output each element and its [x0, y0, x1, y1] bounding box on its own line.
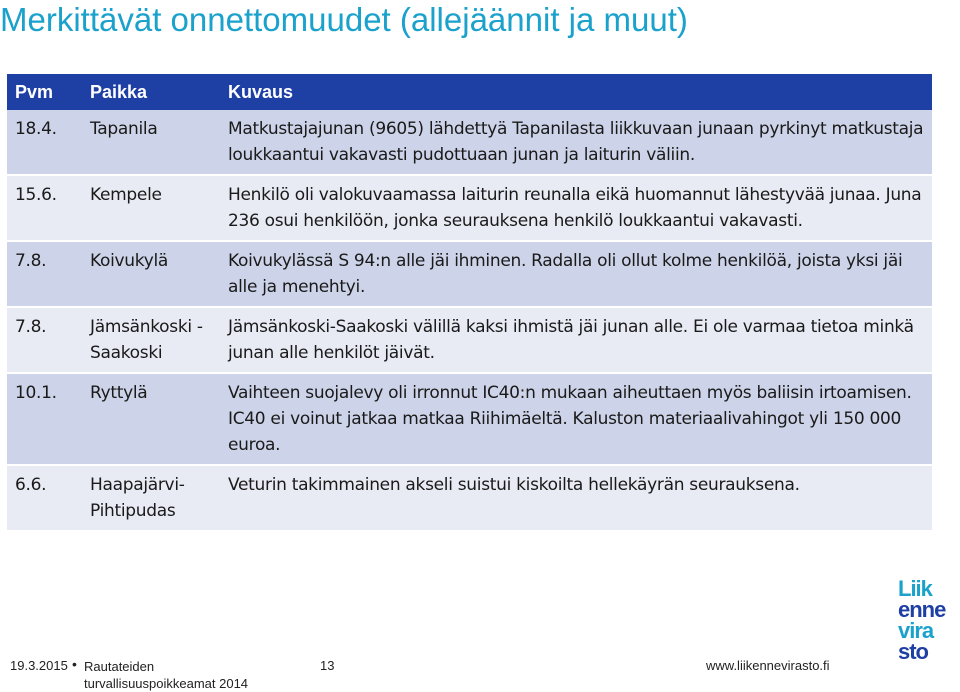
logo-line: sto — [898, 639, 928, 664]
column-header-kuvaus: Kuvaus — [220, 74, 932, 110]
table-row — [7, 175, 932, 241]
cell-kuvaus: Jämsänkoski-Saakoski välillä kaksi ihmistä jäi junan alle. Ei ole varmaa tietoa minkä junan alle henkilöt jäivät. — [220, 307, 932, 373]
logo-line: Liik — [898, 576, 932, 601]
table-header-row — [7, 74, 932, 110]
cell-pvm: 7.8. — [7, 241, 82, 307]
cell-kuvaus: Henkilö oli valokuvaamassa laiturin reunalla eikä huomannut lähestyvää junaa. Juna 236 osui henkilöön, jonka seurauksena henkilö loukkaantui vakavasti. — [220, 175, 932, 241]
cell-paikka: Kempele — [82, 175, 220, 241]
cell-kuvaus: Koivukylässä S 94:n alle jäi ihminen. Radalla oli ollut kolme henkilöä, joista yksi jäi alle ja menehtyi. — [220, 241, 932, 307]
accidents-table — [7, 74, 932, 532]
table-row — [7, 110, 932, 175]
cell-kuvaus: Matkustajajunan (9605) lähdettyä Tapanilasta liikkuvaan junaan pyrkinyt matkustaja loukkaantui vakavasti pudottuaan junan ja laiturin väliin. — [220, 110, 932, 175]
cell-paikka: Ryttylä — [82, 373, 220, 465]
table-row — [7, 465, 932, 531]
logo-line: enne — [898, 597, 946, 622]
footer-page-number: 13 — [320, 658, 335, 673]
cell-paikka: Jämsänkoski - Saakoski — [82, 307, 220, 373]
cell-paikka: Koivukylä — [82, 241, 220, 307]
cell-pvm: 18.4. — [7, 110, 82, 175]
table-row — [7, 241, 932, 307]
column-header-paikka: Paikka — [82, 74, 220, 110]
cell-pvm: 15.6. — [7, 175, 82, 241]
footer-event: Rautateiden turvallisuuspoikkeamat 2014 — [84, 659, 249, 691]
slide-title: Merkittävät onnettomuudet (allejäännit ja muut) — [0, 1, 688, 38]
cell-pvm: 6.6. — [7, 465, 82, 531]
cell-paikka: Haapajärvi-Pihtipudas — [82, 465, 220, 531]
cell-paikka: Tapanila — [82, 110, 220, 175]
footer-bullet: • — [72, 656, 77, 672]
table-row — [7, 307, 932, 373]
footer-date: 19.3.2015 — [10, 658, 68, 673]
column-header-pvm: Pvm — [7, 74, 82, 110]
cell-pvm: 7.8. — [7, 307, 82, 373]
cell-kuvaus: Vaihteen suojalevy oli irronnut IC40:n mukaan aiheuttaen myös baliisin irtoamisen. IC40 ei voinut jatkaa matkaa Riihimäeltä. Kaluston materiaalivahingot yli 150 000 euroa. — [220, 373, 932, 465]
cell-pvm: 10.1. — [7, 373, 82, 465]
cell-kuvaus: Veturin takimmainen akseli suistui kiskoilta hellekäyrän seurauksena. — [220, 465, 932, 531]
table-row — [7, 373, 932, 465]
footer-url: www.liikennevirasto.fi — [706, 658, 830, 673]
liikennevirasto-logo — [898, 578, 954, 662]
logo-line: vira — [898, 618, 934, 643]
